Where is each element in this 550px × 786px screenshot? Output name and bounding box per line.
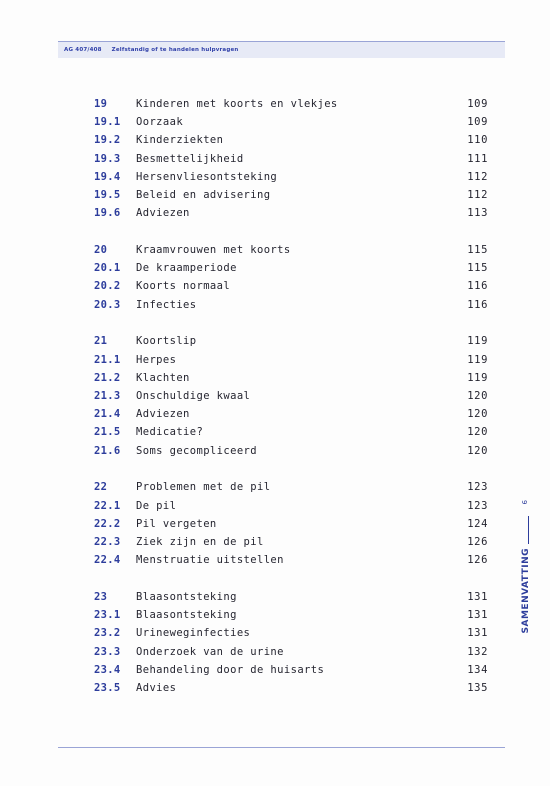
header-code: AG 407/408 bbox=[64, 47, 102, 53]
toc-page-number: 115 bbox=[467, 262, 488, 275]
toc-title: Pil vergeten bbox=[136, 517, 217, 530]
toc-title: De kraamperiode bbox=[136, 262, 237, 275]
toc-page-number: 116 bbox=[467, 298, 488, 311]
toc-number: 20.2 bbox=[94, 280, 121, 293]
toc-number: 21.2 bbox=[94, 371, 121, 384]
toc-page-number: 126 bbox=[467, 536, 488, 548]
toc-page-number: 131 bbox=[467, 591, 488, 603]
toc-number: 19.6 bbox=[94, 207, 121, 220]
toc-number: 19 bbox=[94, 98, 108, 110]
toc-section-row bbox=[94, 443, 488, 460]
toc-page-number: 126 bbox=[467, 554, 488, 567]
toc-number: 23.1 bbox=[94, 609, 121, 622]
toc-section-row bbox=[94, 278, 488, 295]
toc-title: Menstruatie uitstellen bbox=[136, 554, 284, 567]
side-page-number: 9 bbox=[520, 500, 528, 505]
toc-title: Adviezen bbox=[136, 408, 190, 421]
toc-title: Blaasontsteking bbox=[136, 591, 237, 603]
side-tab bbox=[517, 500, 543, 634]
toc-number: 19.3 bbox=[94, 152, 121, 165]
toc-page-number: 112 bbox=[467, 189, 488, 201]
toc-title: Soms gecompliceerd bbox=[136, 444, 257, 457]
toc-number: 22 bbox=[94, 481, 108, 494]
toc-title: Problemen met de pil bbox=[136, 481, 271, 494]
toc-number: 23 bbox=[94, 591, 108, 603]
toc-section-row bbox=[94, 680, 488, 697]
toc-number: 23.4 bbox=[94, 663, 121, 676]
toc-number: 20 bbox=[94, 244, 108, 256]
toc-section-row bbox=[94, 352, 488, 369]
toc-page-number: 120 bbox=[467, 444, 488, 457]
toc-chapter-row bbox=[94, 479, 488, 496]
toc-page-number: 120 bbox=[467, 426, 488, 439]
toc-page-number: 109 bbox=[467, 98, 488, 110]
toc-page-number: 131 bbox=[467, 609, 488, 622]
toc-section-row bbox=[94, 607, 488, 624]
toc-title: Klachten bbox=[136, 371, 190, 384]
toc-section-row bbox=[94, 424, 488, 441]
toc-page-number: 123 bbox=[467, 499, 488, 512]
toc-section-row bbox=[94, 370, 488, 387]
toc-chapter-row bbox=[94, 242, 488, 259]
toc-section-row bbox=[94, 151, 488, 168]
toc-chapter-row bbox=[94, 589, 488, 606]
toc-page-number: 119 bbox=[467, 371, 488, 384]
toc-title: Oorzaak bbox=[136, 116, 184, 129]
toc-section-row bbox=[94, 498, 488, 515]
toc-number: 23.2 bbox=[94, 627, 121, 640]
toc-section-row bbox=[94, 516, 488, 533]
toc-number: 20.1 bbox=[94, 262, 121, 275]
toc-page-number: 120 bbox=[467, 408, 488, 421]
toc-page-number: 119 bbox=[467, 353, 488, 366]
toc-title: Kinderziekten bbox=[136, 134, 224, 147]
toc-title: De pil bbox=[136, 499, 177, 512]
toc-number: 23.3 bbox=[94, 645, 121, 658]
toc-number: 22.3 bbox=[94, 536, 121, 548]
toc-title: Behandeling door de huisarts bbox=[136, 663, 325, 676]
toc-number: 21.1 bbox=[94, 353, 121, 366]
toc-number: 19.1 bbox=[94, 116, 121, 129]
toc-page-number: 113 bbox=[467, 207, 488, 220]
toc-page-number: 134 bbox=[467, 663, 488, 676]
side-divider bbox=[528, 516, 529, 544]
toc-page-number: 120 bbox=[467, 390, 488, 402]
toc-section-row bbox=[94, 644, 488, 661]
toc-title: Medicatie? bbox=[136, 426, 204, 439]
toc-number: 19.5 bbox=[94, 189, 121, 201]
toc-section-row bbox=[94, 552, 488, 569]
toc-page-number: 132 bbox=[467, 645, 488, 658]
toc-page-number: 116 bbox=[467, 280, 488, 293]
toc-title: Onschuldige kwaal bbox=[136, 390, 251, 402]
toc-page-number: 119 bbox=[467, 335, 488, 348]
toc-page-number: 111 bbox=[467, 152, 488, 165]
toc-section-row bbox=[94, 132, 488, 149]
toc-page-number: 131 bbox=[467, 627, 488, 640]
toc-number: 19.2 bbox=[94, 134, 121, 147]
toc-number: 22.1 bbox=[94, 499, 121, 512]
toc-section-row bbox=[94, 169, 488, 186]
toc-chapter-row bbox=[94, 333, 488, 350]
toc-section-row bbox=[94, 260, 488, 277]
toc-section-row bbox=[94, 625, 488, 642]
toc-chapter-row bbox=[94, 96, 488, 113]
toc-title: Beleid en advisering bbox=[136, 189, 271, 201]
toc-title: Advies bbox=[136, 682, 177, 694]
toc-number: 22.4 bbox=[94, 554, 121, 567]
toc-page-number: 110 bbox=[467, 134, 488, 147]
toc-title: Kraamvrouwen met koorts bbox=[136, 244, 291, 256]
toc-page-number: 115 bbox=[467, 244, 488, 256]
toc-page-number: 124 bbox=[467, 517, 488, 530]
toc-title: Besmettelijkheid bbox=[136, 152, 244, 165]
toc-section-row bbox=[94, 662, 488, 679]
header-title: Zelfstandig of te handelen hulpvragen bbox=[111, 47, 239, 53]
toc-number: 23.5 bbox=[94, 682, 121, 694]
toc-page-number: 135 bbox=[467, 682, 488, 694]
toc-title: Herpes bbox=[136, 353, 177, 366]
toc-page-number: 112 bbox=[467, 170, 488, 183]
toc-section-row bbox=[94, 114, 488, 131]
footer-rule bbox=[58, 747, 505, 748]
toc-number: 21.4 bbox=[94, 408, 121, 421]
toc-title: Koorts normaal bbox=[136, 280, 231, 293]
toc-title: Ziek zijn en de pil bbox=[136, 536, 264, 548]
toc-title: Blaasontsteking bbox=[136, 609, 237, 622]
toc-page-number: 109 bbox=[467, 116, 488, 129]
toc-page-number: 123 bbox=[467, 481, 488, 494]
toc-number: 21.5 bbox=[94, 426, 121, 439]
toc-section-row bbox=[94, 205, 488, 222]
toc-title: Infecties bbox=[136, 298, 197, 311]
toc-title: Kinderen met koorts en vlekjes bbox=[136, 98, 338, 110]
toc-section-row bbox=[94, 297, 488, 314]
toc-section-row bbox=[94, 406, 488, 423]
toc-number: 21 bbox=[94, 335, 108, 348]
toc-number: 20.3 bbox=[94, 298, 121, 311]
toc-title: Adviezen bbox=[136, 207, 190, 220]
toc-title: Urineweginfecties bbox=[136, 627, 251, 640]
side-section-label: SAMENVATTING bbox=[521, 548, 531, 634]
toc-title: Hersenvliesontsteking bbox=[136, 170, 278, 183]
toc-section-row bbox=[94, 534, 488, 551]
toc-number: 21.3 bbox=[94, 390, 121, 402]
toc-title: Koortslip bbox=[136, 335, 197, 348]
toc-number: 22.2 bbox=[94, 517, 121, 530]
toc-title: Onderzoek van de urine bbox=[136, 645, 284, 658]
toc-number: 21.6 bbox=[94, 444, 121, 457]
toc-section-row bbox=[94, 388, 488, 405]
toc-section-row bbox=[94, 187, 488, 204]
toc-number: 19.4 bbox=[94, 170, 121, 183]
